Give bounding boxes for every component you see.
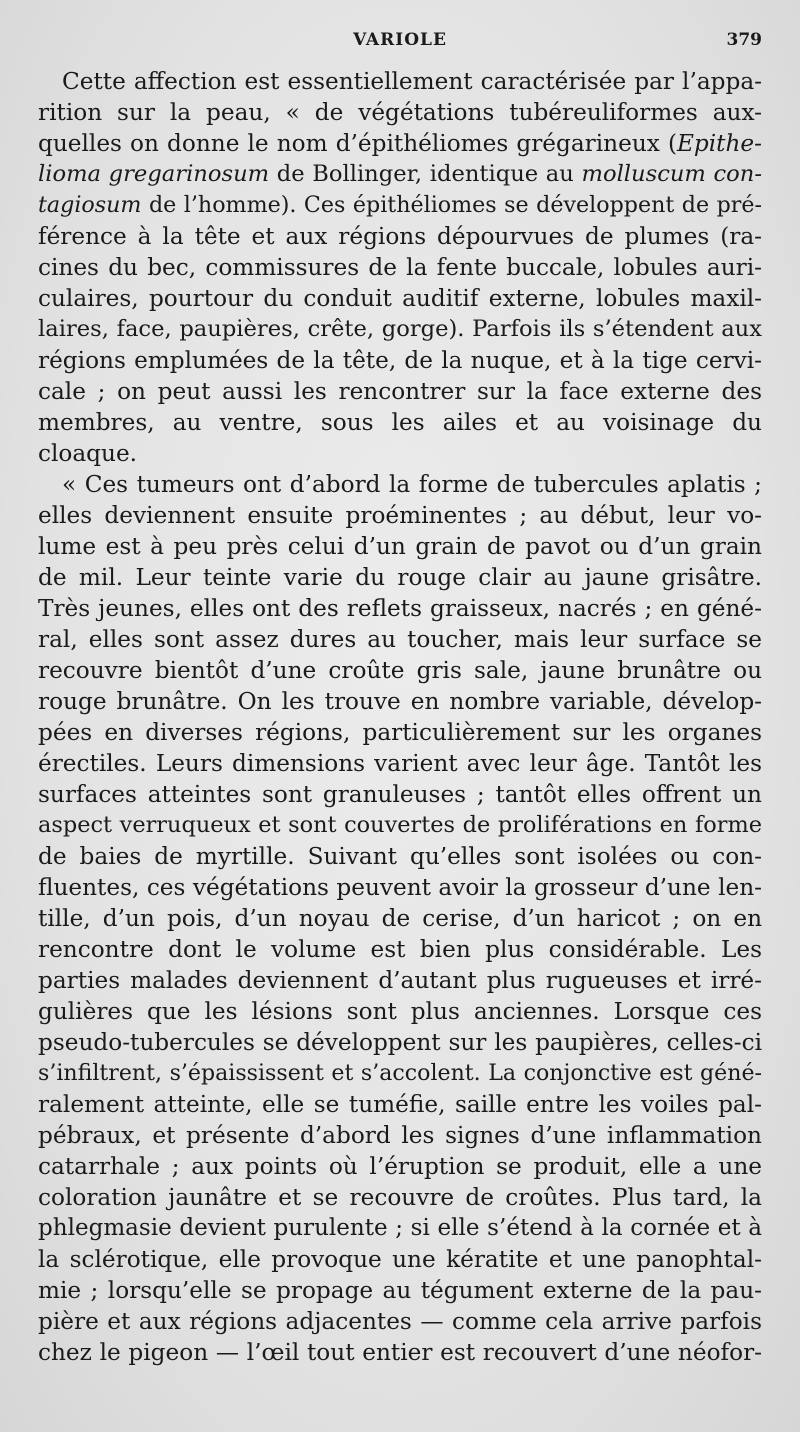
italic-text: tagiosum — [38, 192, 142, 218]
text-line — [38, 97, 762, 128]
running-title: VARIOLE — [353, 30, 447, 50]
text-line — [38, 66, 762, 97]
line-text: recouvre bientôt d’une croûte gris sale, jaune brunâtre ou — [38, 657, 762, 684]
text-line — [38, 1182, 762, 1213]
line-text: Très jeunes, elles ont des reflets graisseux, nacrés ; en géné- — [38, 595, 762, 622]
page-number: 379 — [726, 30, 762, 50]
text-line — [38, 841, 762, 872]
italic-text: Epithe- — [677, 130, 762, 157]
text-line — [38, 469, 762, 500]
line-text: s’infiltrent, s’épaississent et s’accolent. La conjonctive est géné- — [38, 1060, 762, 1086]
text-line — [38, 1337, 762, 1368]
text-line — [38, 996, 762, 1027]
body-text — [38, 66, 762, 1368]
text-line — [38, 903, 762, 934]
text-line — [38, 376, 762, 407]
line-text: régions emplumées de la tête, de la nuque, et à la tige cervi- — [38, 347, 762, 374]
running-head — [38, 30, 762, 60]
text-line — [38, 190, 762, 221]
line-text: pière et aux régions adjacentes — comme cela arrive parfois — [38, 1308, 762, 1335]
line-text: surfaces atteintes sont granuleuses ; tantôt elles offrent un — [38, 781, 762, 808]
line-text: de l’homme). Ces épithéliomes se développent de pré- — [141, 192, 762, 218]
line-text: lume est à peu près celui d’un grain de pavot ou d’un grain — [38, 533, 762, 560]
text-line — [38, 221, 762, 252]
line-text: férence à la tête et aux régions dépourvues de plumes (ra- — [38, 223, 762, 250]
line-text: de mil. Leur teinte varie du rouge clair au jaune grisâtre. — [38, 564, 762, 591]
text-line — [38, 159, 762, 190]
text-line — [38, 1089, 762, 1120]
text-line — [38, 438, 762, 469]
line-text: rouge brunâtre. On les trouve en nombre variable, dévelop- — [38, 688, 762, 715]
text-line — [38, 500, 762, 531]
italic-text: molluscum con- — [581, 161, 762, 187]
text-line — [38, 965, 762, 996]
text-line — [38, 252, 762, 283]
line-text: pées en diverses régions, particulièrement sur les organes — [38, 719, 762, 746]
text-line — [38, 128, 762, 159]
text-line — [38, 407, 762, 438]
line-text: de Bollinger, identique au — [269, 161, 582, 187]
line-text: gulières que les lésions sont plus anciennes. Lorsque ces — [38, 998, 762, 1025]
text-line — [38, 686, 762, 717]
text-line — [38, 624, 762, 655]
text-line — [38, 1244, 762, 1275]
line-text: rencontre dont le volume est bien plus considérable. Les — [38, 936, 762, 963]
line-text: membres, au ventre, sous les ailes et au voisinage du — [38, 409, 762, 436]
line-text: ral, elles sont assez dures au toucher, mais leur surface se — [38, 626, 762, 653]
line-text: phlegmasie devient purulente ; si elle s’étend à la cornée et à — [38, 1215, 762, 1241]
text-line — [38, 717, 762, 748]
text-line — [38, 1058, 762, 1089]
text-line — [38, 562, 762, 593]
line-text: de baies de myrtille. Suivant qu’elles sont isolées ou con- — [38, 843, 762, 870]
line-text: pébraux, et présente d’abord les signes d’une inflammation — [38, 1122, 762, 1149]
text-line — [38, 1027, 762, 1058]
line-text: quelles on donne le nom d’épithéliomes grégarineux ( — [38, 130, 677, 157]
line-text: elles deviennent ensuite proéminentes ; au début, leur vo- — [38, 502, 762, 529]
line-text: coloration jaunâtre et se recouvre de croûtes. Plus tard, la — [38, 1184, 762, 1211]
text-line — [38, 593, 762, 624]
line-text: cines du bec, commissures de la fente buccale, lobules auri- — [38, 254, 762, 281]
text-line — [38, 314, 762, 345]
text-line — [38, 1306, 762, 1337]
line-text: laires, face, paupières, crête, gorge). Parfois ils s’étendent aux — [38, 316, 762, 342]
text-line — [38, 872, 762, 903]
line-text: ralement atteinte, elle se tuméfie, saille entre les voiles pal- — [38, 1091, 762, 1118]
line-text: cloaque. — [38, 440, 138, 467]
line-text: mie ; lorsqu’elle se propage au tégument externe de la pau- — [38, 1277, 762, 1304]
text-line — [38, 531, 762, 562]
line-text: aspect verruqueux et sont couvertes de proliférations en forme — [38, 812, 762, 838]
text-line — [38, 1120, 762, 1151]
line-text: rition sur la peau, « de végétations tubéreuliformes aux- — [38, 99, 762, 126]
line-text: pseudo-tubercules se développent sur les paupières, celles-ci — [38, 1029, 762, 1056]
text-line — [38, 655, 762, 686]
text-line — [38, 934, 762, 965]
line-text: parties malades deviennent d’autant plus rugueuses et irré- — [38, 967, 762, 994]
line-text: tille, d’un pois, d’un noyau de cerise, d’un haricot ; on en — [38, 905, 762, 932]
line-text: chez le pigeon — l’œil tout entier est recouvert d’une néofor- — [38, 1339, 762, 1366]
text-line — [38, 810, 762, 841]
line-text: culaires, pourtour du conduit auditif externe, lobules maxil- — [38, 285, 762, 312]
text-line — [38, 748, 762, 779]
italic-text: lioma gregarinosum — [38, 161, 270, 187]
line-text: catarrhale ; aux points où l’éruption se produit, elle a une — [38, 1153, 762, 1180]
text-line — [38, 283, 762, 314]
text-line — [38, 779, 762, 810]
line-text: la sclérotique, elle provoque une kératite et une panophtal- — [38, 1246, 762, 1273]
text-line — [38, 345, 762, 376]
text-line — [38, 1275, 762, 1306]
line-text: fluentes, ces végétations peuvent avoir la grosseur d’une len- — [38, 874, 762, 901]
text-line — [38, 1151, 762, 1182]
text-line — [38, 1213, 762, 1244]
line-text: Cette affection est essentiellement caractérisée par l’appa- — [62, 68, 762, 95]
line-text: érectiles. Leurs dimensions varient avec leur âge. Tantôt les — [38, 750, 762, 777]
line-text: « Ces tumeurs ont d’abord la forme de tubercules aplatis ; — [62, 471, 762, 498]
line-text: cale ; on peut aussi les rencontrer sur la face externe des — [38, 378, 762, 405]
